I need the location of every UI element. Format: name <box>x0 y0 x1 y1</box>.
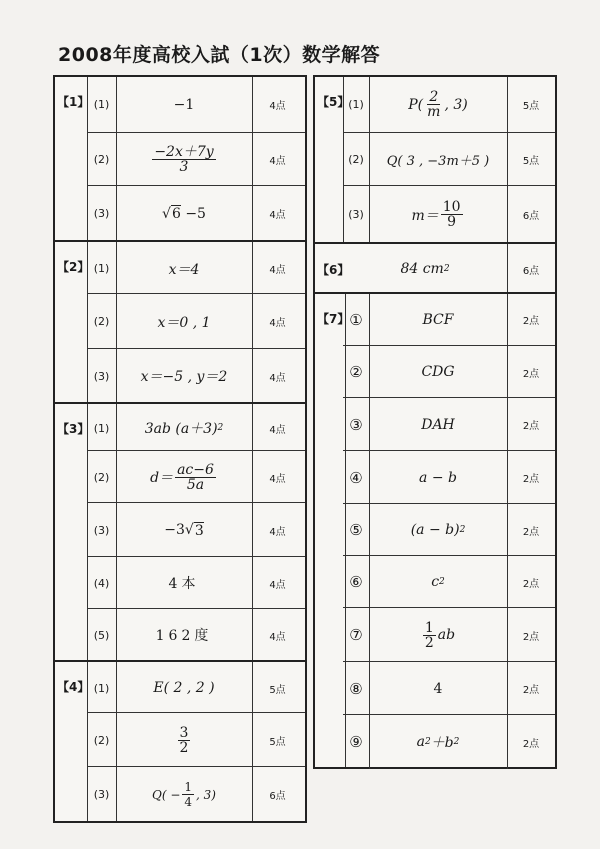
section-label: 【7】 <box>315 294 346 767</box>
answer: 4本 <box>168 576 200 592</box>
answer <box>369 608 508 662</box>
denominator: 2 <box>424 634 434 651</box>
points: 4点 <box>269 424 286 436</box>
answer-row <box>343 607 555 662</box>
numerator: 1 <box>424 619 434 636</box>
coefficient: −3 <box>164 522 185 538</box>
answer <box>369 77 508 132</box>
fraction <box>425 90 442 119</box>
question-number: ⑤ <box>343 504 370 556</box>
answer-row <box>87 77 305 132</box>
points: 2点 <box>522 421 540 432</box>
term-a: a <box>416 734 425 750</box>
denominator: 4 <box>184 795 193 809</box>
answer-row <box>87 766 305 822</box>
points: 2点 <box>522 474 540 485</box>
sqrt-sign: √ <box>162 205 171 222</box>
fraction <box>423 621 436 650</box>
question-number: (2) <box>93 733 110 747</box>
points: 5点 <box>269 684 286 696</box>
answer: x＝0 , 1 <box>157 314 211 331</box>
fraction <box>178 726 191 755</box>
answer-row <box>87 608 305 661</box>
answer <box>369 398 508 451</box>
question-number: (1) <box>93 681 110 695</box>
points: 2点 <box>522 685 540 696</box>
section-2 <box>55 240 90 404</box>
question-number: (1) <box>93 98 110 111</box>
answer-row <box>87 293 305 349</box>
answer: Q( 3 , −3m＋5 ) <box>369 133 508 186</box>
section-label: 【6】 <box>317 262 350 277</box>
answer-row <box>87 556 305 609</box>
answer-row <box>87 185 305 241</box>
points: 4点 <box>269 473 286 485</box>
expression: c <box>431 574 440 590</box>
points: 4点 <box>269 318 286 329</box>
points: 2点 <box>522 368 540 380</box>
points: 2点 <box>522 526 540 538</box>
expression: (a − b) <box>410 522 460 538</box>
question-number: (5) <box>93 628 110 642</box>
exponent: 2 <box>217 423 224 433</box>
answer-row <box>87 660 305 714</box>
fraction <box>441 200 463 229</box>
sign: − <box>170 787 181 802</box>
numerator: 1 <box>184 780 193 794</box>
points: 4点 <box>269 526 286 538</box>
question-number: ② <box>343 346 370 398</box>
question-number: ⑥ <box>343 556 370 608</box>
question-number: (1) <box>93 421 110 435</box>
question-number: ⑨ <box>343 715 370 769</box>
answer <box>116 451 252 503</box>
answer: E( 2 , 2 ) <box>153 680 215 696</box>
expression: 4 <box>433 680 443 697</box>
question-number: ⑦ <box>343 608 370 662</box>
denominator: 9 <box>447 214 457 230</box>
answer <box>116 767 252 822</box>
expression: DAH <box>421 416 455 433</box>
answer-row <box>343 397 555 451</box>
points: 4点 <box>269 210 286 221</box>
answer <box>116 713 252 767</box>
question-number: (1) <box>343 77 370 132</box>
points: 2点 <box>522 316 540 327</box>
numerator: 10 <box>442 199 461 215</box>
section-7 <box>315 292 555 767</box>
question-number: (2) <box>93 315 110 328</box>
denominator: m <box>427 104 441 120</box>
numerator: ac−6 <box>177 461 214 478</box>
points: 6点 <box>522 265 540 277</box>
answer-row <box>343 345 555 398</box>
answer-row <box>87 240 305 295</box>
radicand: 6 <box>171 206 181 222</box>
question-number: (2) <box>343 133 370 186</box>
question-number: (3) <box>343 186 370 243</box>
section-3 <box>55 402 90 662</box>
answer <box>369 451 508 504</box>
prefix: P( <box>408 96 424 113</box>
points: 4点 <box>269 631 286 643</box>
answer-row <box>87 348 305 403</box>
answer: x＝−5 , y＝2 <box>140 369 228 385</box>
question-number: ① <box>343 294 370 345</box>
page-title: 2008年度高校入試（1次）数学解答 <box>58 44 381 66</box>
answer-row <box>87 502 305 557</box>
points: 6点 <box>522 211 540 222</box>
question-number: (2) <box>93 153 110 166</box>
lhs: d＝ <box>150 470 174 486</box>
expression: a − b <box>419 469 457 486</box>
answer-row <box>343 503 555 556</box>
numerator: 2 <box>429 89 439 105</box>
answer-row <box>343 132 555 186</box>
question-number: (1) <box>93 262 110 275</box>
answer <box>369 662 508 715</box>
answer <box>116 503 252 557</box>
answer-row <box>343 185 555 243</box>
exponent: 2 <box>443 264 450 274</box>
sqrt-sign: √ <box>184 522 194 538</box>
lhs: m＝ <box>411 207 439 224</box>
exponent: 2 <box>424 737 431 747</box>
radicand: 3 <box>194 522 204 539</box>
answer-row <box>343 77 555 132</box>
expression: 84 cm <box>400 261 444 277</box>
points: 2点 <box>522 631 540 643</box>
fraction <box>175 463 216 492</box>
section-label: 【4】 <box>57 680 90 694</box>
question-number: (3) <box>93 207 110 220</box>
answer-row <box>343 450 555 504</box>
answer <box>116 133 252 186</box>
points: 5点 <box>269 736 286 748</box>
points: 4点 <box>269 156 286 167</box>
suffix: , 3) <box>196 787 216 802</box>
numerator: −2x＋7y <box>154 144 214 160</box>
prefix: Q( <box>151 787 167 802</box>
points: 2点 <box>522 738 540 750</box>
question-number: ③ <box>343 398 370 451</box>
answer: −1 <box>173 96 195 113</box>
section-label: 【3】 <box>57 422 90 436</box>
section-5 <box>315 77 350 242</box>
expression: 3ab (a＋3) <box>144 421 218 437</box>
question-number: (4) <box>93 576 110 590</box>
answer-table-left <box>53 75 307 823</box>
points: 4点 <box>269 101 286 112</box>
answer-row <box>343 714 555 769</box>
exponent: 2 <box>439 577 445 587</box>
points: 6点 <box>269 791 286 802</box>
section-label: 【2】 <box>57 260 90 274</box>
answer-table-right <box>313 75 557 769</box>
answer <box>369 294 508 345</box>
answer <box>116 404 252 452</box>
answer: 162度 <box>155 628 213 644</box>
remainder: −5 <box>185 205 206 222</box>
expression: CDG <box>421 364 455 380</box>
question-number: (2) <box>93 470 110 484</box>
question-number: ④ <box>343 451 370 504</box>
answer-row <box>87 402 305 452</box>
answer <box>369 346 508 398</box>
question-number: (3) <box>93 369 110 383</box>
expression: ab <box>437 627 456 643</box>
answer <box>369 715 508 769</box>
points: 2点 <box>522 578 540 590</box>
answer <box>369 504 508 556</box>
fraction <box>182 780 194 809</box>
denominator: 3 <box>179 159 189 175</box>
question-number: ⑧ <box>343 662 370 715</box>
section-label: 【1】 <box>57 95 90 109</box>
question-number: (3) <box>93 523 110 537</box>
answer <box>369 556 508 608</box>
expression: BCF <box>422 311 454 328</box>
answer-row <box>87 712 305 767</box>
answer: x＝4 <box>168 261 200 278</box>
denominator: 5a <box>186 476 205 493</box>
exponent: 2 <box>453 737 460 747</box>
question-number: (3) <box>93 788 110 801</box>
section-label: 【5】 <box>317 95 350 109</box>
answer-row <box>87 450 305 503</box>
answer-row <box>343 555 555 608</box>
points: 4点 <box>269 579 286 591</box>
answer <box>369 186 508 243</box>
points: 4点 <box>269 265 286 276</box>
answer-row <box>87 132 305 186</box>
points: 4点 <box>269 372 286 384</box>
suffix: , 3) <box>444 96 468 113</box>
fraction <box>152 145 215 174</box>
answer <box>343 244 508 294</box>
answer <box>116 186 252 241</box>
answer-row <box>343 661 555 715</box>
denominator: 2 <box>179 739 189 756</box>
answer-row <box>343 294 555 345</box>
section-6 <box>315 242 555 294</box>
points: 5点 <box>522 101 540 112</box>
exponent: 2 <box>459 525 466 535</box>
section-4 <box>55 660 90 823</box>
term-b: ＋b <box>430 735 454 751</box>
points: 5点 <box>522 156 540 167</box>
numerator: 3 <box>179 724 189 741</box>
